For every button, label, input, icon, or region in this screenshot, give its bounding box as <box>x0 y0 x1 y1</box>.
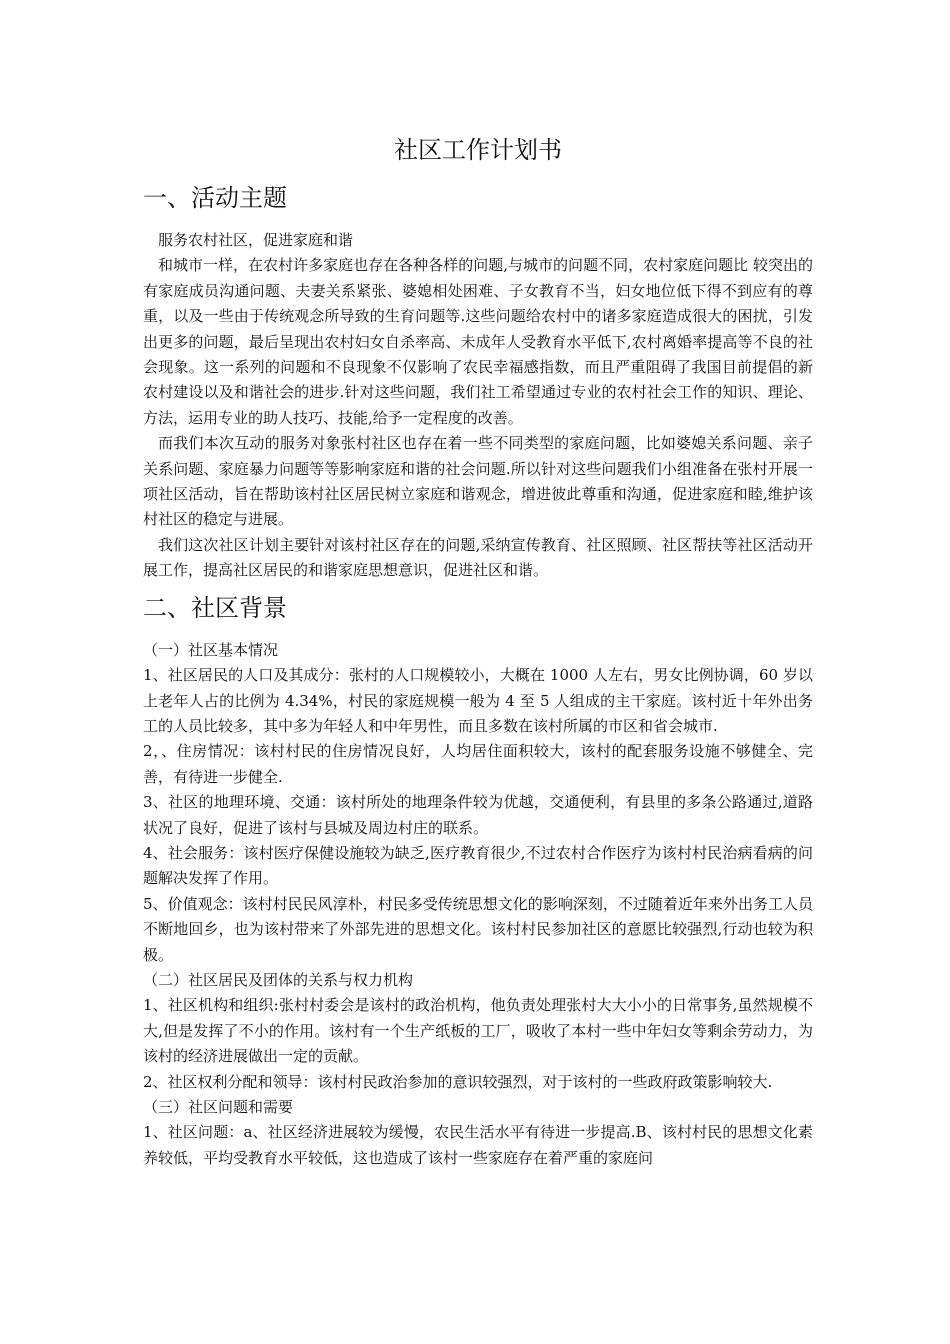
subsection-heading: （三）社区问题和需要 <box>143 1098 294 1116</box>
list-item: 2、社区权利分配和领导：该村村民政治参加的意识较强烈，对于该村的一些政府政策影响较大. <box>143 1072 773 1091</box>
paragraph: 我们这次社区计划主要针对该村社区存在的问题,采纳宣传教育、社区照顾、社区帮扶等社区活动开展工作，提高社区居民的和谐家庭思想意识，促进社区和谐。 <box>143 535 813 580</box>
list-item: 1、社区机构和组织:张村村委会是该村的政治机构，他负责处理张村大大小小的日常事务,虽然规模不大,但是发挥了不小的作用。该村有一个生产纸板的工厂，吸收了本村一些中年妇女等剩余劳动力，为该村的经济进展做出一定的贡献。 <box>143 996 813 1066</box>
subsection-heading: （一）社区基本情况 <box>143 640 279 659</box>
list-item: 1、社区居民的人口及其成分：张村的人口规模较小，大概在 1000 人左右，男女比例协调，60 岁以上老年人占的比例为 4.34%，村民的家庭规模一般为 4 至 5 人组成的主干家庭。该村近十年外出务工的人员比较多，其中多为年轻人和中年男性，而且多数在该村所属的市区和省会城市. <box>143 666 813 735</box>
list-item: 5、价值观念：该村村民民风淳朴，村民多受传统思想文化的影响深刻，不过随着近年来外出务工人员不断地回乡，也为该村带来了外部先进的思想文化。该村村民参加社区的意愿比较强烈,行动也较为积极。 <box>143 894 813 964</box>
list-item: 1、社区问题：a、社区经济进展较为缓慢，农民生活水平有待进一步提高.B、该村村民的思想文化素养较低，平均受教育水平较低，这也造成了该村一些家庭存在着严重的家庭问 <box>143 1123 813 1167</box>
paragraph: 服务农村社区，促进家庭和谐 <box>158 231 354 249</box>
paragraph: 而我们本次互动的服务对象张村社区也存在着一些不同类型的家庭问题，比如婆媳关系问题、亲子关系问题、家庭暴力问题等等影响家庭和谐的社会问题.所以针对这些问题我们小组准备在张村开展一项社区活动，旨在帮助该村社区居民树立家庭和谐观念，增进彼此尊重和沟通，促进家庭和睦,维护该村社区的稳定与进展。 <box>143 434 813 529</box>
document-page <box>143 128 813 1171</box>
list-item: 4、社会服务：该村医疗保健设施较为缺乏,医疗教育很少,不过农村合作医疗为该村村民治病看病的问题解决发挥了作用。 <box>143 843 813 888</box>
paragraph: 和城市一样，在农村许多家庭也存在各种各样的问题,与城市的问题不同，农村家庭问题比 较突出的有家庭成员沟通问题、夫妻关系紧张、婆媳相处困难、子女教育不当，妇女地位低下得不到应有的尊重，以及一些由于传统观念所导致的生育问题等.这些问题给农村中的诸多家庭造成很大的困扰，引发出更多的问题，最后呈现出农村妇女自杀率高、未成年人受教育水平低下,农村离婚率提高等不良的社会现象。这一系列的问题和不良现象不仅影响了农民幸福感指数，而且严重阻碍了我国目前提倡的新农村建设以及和谐社会的进步.针对这些问题，我们社工希望通过专业的农村社会工作的知识、理论、方法，运用专业的助人技巧、技能,给予一定程度的改善。 <box>143 256 813 427</box>
subsection-heading: （二）社区居民及团体的关系与权力机构 <box>143 970 414 989</box>
section-heading-background: 二、社区背景 <box>143 593 287 622</box>
section-heading-theme: 一、活动主题 <box>143 184 287 212</box>
list-item: 3、社区的地理环境、交通：该村所处的地理条件较为优越，交通便利，有县里的多条公路通过,道路状况了良好，促进了该村与县城及周边村庄的联系。 <box>143 793 813 837</box>
list-item: 2，、住房情况：该村村民的住房情况良好，人均居住面积较大，该村的配套服务设施不够健全、完善，有待进一步健全. <box>143 742 813 786</box>
document-title: 社区工作计划书 <box>394 136 562 164</box>
